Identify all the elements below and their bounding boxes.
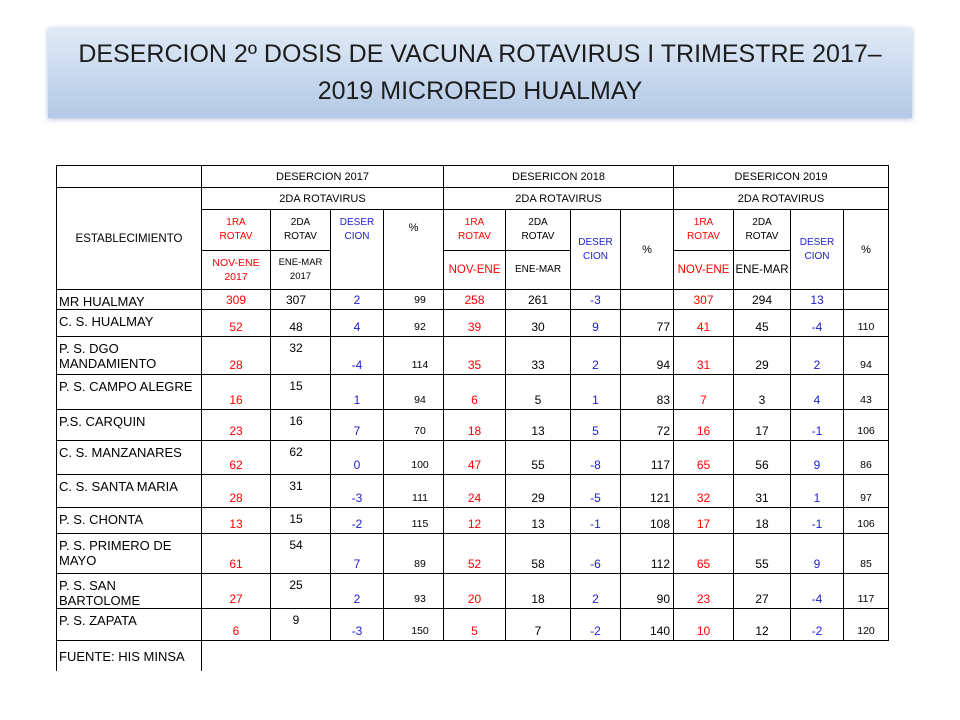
percent-2017-cell: 100 <box>384 441 444 475</box>
dose2-2018-cell: 55 <box>506 441 571 475</box>
dropout-2019-cell: -1 <box>791 410 844 441</box>
dose2-2018-cell: 7 <box>506 609 571 641</box>
dose1-2018-cell: 20 <box>444 574 506 609</box>
dose1-2017-cell: 27 <box>202 574 271 609</box>
table-body <box>57 290 889 671</box>
establishment-name: P.S. CARQUIN <box>57 410 202 441</box>
dose1-2018-cell: 47 <box>444 441 506 475</box>
dose2-2019-cell: 31 <box>734 475 791 508</box>
dropout-2019-cell: -4 <box>791 310 844 337</box>
dropout-header-2017 <box>331 210 384 290</box>
dose2-2019-cell: 27 <box>734 574 791 609</box>
header-row-vaccine <box>57 188 889 210</box>
percent-2018-cell: 121 <box>621 475 674 508</box>
dose1-2017-cell: 13 <box>202 508 271 534</box>
percent-2018-cell <box>621 290 674 310</box>
dropout-2018-cell: -3 <box>571 290 621 310</box>
dose1-2017-cell: 6 <box>202 609 271 641</box>
dose1-2019-cell: 31 <box>674 337 734 375</box>
table-row <box>57 534 889 574</box>
percent-2017-cell: 114 <box>384 337 444 375</box>
dropout-2018-cell: -6 <box>571 534 621 574</box>
dose2-header-2018 <box>506 210 571 251</box>
percent-2019-cell: 106 <box>844 508 889 534</box>
dose2-2018-cell: 30 <box>506 310 571 337</box>
dose1-2018-cell: 258 <box>444 290 506 310</box>
dropout-2018-cell: -8 <box>571 441 621 475</box>
dose1-2018-cell: 39 <box>444 310 506 337</box>
empty-cell <box>384 641 444 671</box>
percent-2018-cell: 77 <box>621 310 674 337</box>
percent-2019-cell: 94 <box>844 337 889 375</box>
dose2-2019-cell: 294 <box>734 290 791 310</box>
dose1-2019-cell: 7 <box>674 375 734 410</box>
dose2-2019-cell: 45 <box>734 310 791 337</box>
dropout-2017-cell: -3 <box>331 475 384 508</box>
empty-cell <box>571 641 621 671</box>
percent-header-2019: % <box>844 210 889 290</box>
title-banner <box>48 28 912 118</box>
establishment-name: C. S. MANZANARES <box>57 441 202 475</box>
dropout-2019-cell: 1 <box>791 475 844 508</box>
dropout-2018-cell: 2 <box>571 337 621 375</box>
dose1-2019-cell: 65 <box>674 534 734 574</box>
percent-2018-cell: 140 <box>621 609 674 641</box>
dose1-2019-cell: 32 <box>674 475 734 508</box>
dose2-2019-cell: 55 <box>734 534 791 574</box>
dropout-2018-cell: 9 <box>571 310 621 337</box>
establishment-name: C. S. SANTA MARIA <box>57 475 202 508</box>
dose2-2018-cell: 18 <box>506 574 571 609</box>
table-row <box>57 508 889 534</box>
dose1-header-2018 <box>444 210 506 251</box>
empty-cell <box>621 641 674 671</box>
dropout-2018-cell: 5 <box>571 410 621 441</box>
group-subtitle-2019: 2DA ROTAVIRUS <box>674 188 889 210</box>
dropout-2017-cell: -2 <box>331 508 384 534</box>
percent-2019-cell: 117 <box>844 574 889 609</box>
dose1-header-2019 <box>674 210 734 251</box>
dropout-2019-cell: 13 <box>791 290 844 310</box>
slide-title-line-1: DESERCION 2º DOSIS DE VACUNA ROTAVIRUS I TRIMESTRE 2017– <box>78 40 882 68</box>
dose1-header-2017 <box>202 210 271 251</box>
percent-2017-cell: 115 <box>384 508 444 534</box>
period2-header-2018: ENE-MAR <box>506 251 571 290</box>
empty-cell <box>844 641 889 671</box>
percent-2019-cell: 86 <box>844 441 889 475</box>
percent-2019-cell: 110 <box>844 310 889 337</box>
dose2-2019-cell: 17 <box>734 410 791 441</box>
establishment-name: P. S. CAMPO ALEGRE <box>57 375 202 410</box>
dropout-header-2018 <box>571 210 621 290</box>
dose2-2019-cell: 18 <box>734 508 791 534</box>
percent-2017-cell: 150 <box>384 609 444 641</box>
establishment-name: P. S. SAN BARTOLOME <box>57 574 202 609</box>
percent-2018-cell: 112 <box>621 534 674 574</box>
group-subtitle-2017: 2DA ROTAVIRUS <box>202 188 444 210</box>
dose2-2018-cell: 5 <box>506 375 571 410</box>
dose2-2019-cell: 12 <box>734 609 791 641</box>
source-note: FUENTE: HIS MINSA <box>57 641 202 671</box>
table-row <box>57 290 889 310</box>
percent-2017-cell: 94 <box>384 375 444 410</box>
percent-2018-cell: 72 <box>621 410 674 441</box>
percent-header-2018: % <box>621 210 674 290</box>
dose2-2018-cell: 33 <box>506 337 571 375</box>
empty-cell <box>271 641 331 671</box>
empty-cell <box>791 641 844 671</box>
dose1-2019-cell: 10 <box>674 609 734 641</box>
percent-2017-cell: 111 <box>384 475 444 508</box>
establishment-name: P. S. PRIMERO DE MAYO <box>57 534 202 574</box>
dose2-2017-cell: 16 <box>271 410 331 441</box>
dose1-header-2017-label: 1RA ROTAV <box>219 217 253 242</box>
dose1-2017-cell: 61 <box>202 534 271 574</box>
establishment-name: P. S. ZAPATA <box>57 609 202 641</box>
percent-2017-cell: 99 <box>384 290 444 310</box>
dropout-header-2019-label: DESER CION <box>799 236 835 262</box>
table-row <box>57 310 889 337</box>
empty-cell <box>734 641 791 671</box>
period1-header-2017 <box>202 251 271 290</box>
dose1-2018-cell: 24 <box>444 475 506 508</box>
establishment-name: P. S. DGO MANDAMIENTO <box>57 337 202 375</box>
percent-2018-cell: 94 <box>621 337 674 375</box>
dose2-2018-cell: 29 <box>506 475 571 508</box>
slide-title-line-2: 2019 MICRORED HUALMAY <box>317 77 643 105</box>
group-subtitle-2018: 2DA ROTAVIRUS <box>444 188 674 210</box>
dose1-2019-cell: 41 <box>674 310 734 337</box>
dropout-header-2017-label: DESER CION <box>339 217 375 242</box>
group-title-2019: DESERICON 2019 <box>674 166 889 188</box>
dose1-2019-cell: 23 <box>674 574 734 609</box>
percent-2017-cell: 70 <box>384 410 444 441</box>
dose1-2019-cell: 65 <box>674 441 734 475</box>
establishment-name: MR HUALMAY <box>57 290 202 310</box>
dropout-2017-cell: 7 <box>331 534 384 574</box>
percent-2017-cell: 89 <box>384 534 444 574</box>
percent-2019-cell <box>844 290 889 310</box>
dropout-2019-cell: -4 <box>791 574 844 609</box>
dose2-header-2017 <box>271 210 331 251</box>
dose1-2018-cell: 12 <box>444 508 506 534</box>
percent-2019-cell: 85 <box>844 534 889 574</box>
dose1-2017-cell: 309 <box>202 290 271 310</box>
dropout-2019-cell: -1 <box>791 508 844 534</box>
period2-header-2017 <box>271 251 331 290</box>
period2-header-2017-label: ENE-MAR 2017 <box>278 257 323 282</box>
percent-2018-cell: 108 <box>621 508 674 534</box>
dose1-2017-cell: 16 <box>202 375 271 410</box>
dose1-2017-cell: 62 <box>202 441 271 475</box>
dose1-2018-cell: 6 <box>444 375 506 410</box>
dose2-header-2019-label: 2DA ROTAV <box>745 217 779 242</box>
source-row <box>57 641 889 671</box>
dropout-2017-cell: 2 <box>331 574 384 609</box>
percent-2019-cell: 97 <box>844 475 889 508</box>
dose1-2017-cell: 23 <box>202 410 271 441</box>
period1-header-2017-label: NOV-ENE 2017 <box>212 257 260 283</box>
percent-2017-cell: 93 <box>384 574 444 609</box>
empty-cell <box>331 641 384 671</box>
dose2-2017-cell: 54 <box>271 534 331 574</box>
table-row <box>57 375 889 410</box>
table-row <box>57 475 889 508</box>
dose2-header-2019 <box>734 210 791 251</box>
empty-cell <box>202 641 271 671</box>
dose2-2017-cell: 32 <box>271 337 331 375</box>
dose2-header-2017-label: 2DA ROTAV <box>284 217 317 242</box>
percent-2019-cell: 43 <box>844 375 889 410</box>
dose1-header-2019-label: 1RA ROTAV <box>687 217 720 242</box>
percent-2018-cell: 117 <box>621 441 674 475</box>
corner-cell <box>57 166 202 188</box>
dose1-2019-cell: 16 <box>674 410 734 441</box>
empty-cell <box>506 641 571 671</box>
dose1-2019-cell: 307 <box>674 290 734 310</box>
percent-header-2017: % <box>384 210 444 290</box>
dose2-2018-cell: 13 <box>506 508 571 534</box>
table-row <box>57 410 889 441</box>
dose1-2017-cell: 28 <box>202 337 271 375</box>
dose1-2018-cell: 18 <box>444 410 506 441</box>
dose2-2018-cell: 58 <box>506 534 571 574</box>
percent-2019-cell: 120 <box>844 609 889 641</box>
dose1-2018-cell: 35 <box>444 337 506 375</box>
group-title-2018: DESERICON 2018 <box>444 166 674 188</box>
dropout-2018-cell: -1 <box>571 508 621 534</box>
dropout-2019-cell: -2 <box>791 609 844 641</box>
dose1-2017-cell: 52 <box>202 310 271 337</box>
dropout-2017-cell: 2 <box>331 290 384 310</box>
dropout-2017-cell: -4 <box>331 337 384 375</box>
dropout-2018-cell: -5 <box>571 475 621 508</box>
dropout-table <box>56 165 889 671</box>
dropout-2019-cell: 2 <box>791 337 844 375</box>
dose2-2017-cell: 31 <box>271 475 331 508</box>
establishment-name: C. S. HUALMAY <box>57 310 202 337</box>
dose2-2019-cell: 56 <box>734 441 791 475</box>
establishment-header: ESTABLECIMIENTO <box>57 188 202 290</box>
table-row <box>57 441 889 475</box>
dose2-2018-cell: 13 <box>506 410 571 441</box>
dropout-header-2019 <box>791 210 844 290</box>
period1-header-2019: NOV-ENE <box>674 251 734 290</box>
percent-2018-cell: 90 <box>621 574 674 609</box>
dose2-2017-cell: 307 <box>271 290 331 310</box>
table-row <box>57 574 889 609</box>
dose2-2017-cell: 9 <box>271 609 331 641</box>
dose2-2017-cell: 48 <box>271 310 331 337</box>
establishment-name: P. S. CHONTA <box>57 508 202 534</box>
dropout-2017-cell: 1 <box>331 375 384 410</box>
dose1-2018-cell: 52 <box>444 534 506 574</box>
dropout-2019-cell: 9 <box>791 441 844 475</box>
percent-2018-cell: 83 <box>621 375 674 410</box>
header-row-years <box>57 166 889 188</box>
dose2-2017-cell: 15 <box>271 508 331 534</box>
dropout-2017-cell: 4 <box>331 310 384 337</box>
dose1-2019-cell: 17 <box>674 508 734 534</box>
group-title-2017: DESERCION 2017 <box>202 166 444 188</box>
dose2-2019-cell: 29 <box>734 337 791 375</box>
dropout-2017-cell: -3 <box>331 609 384 641</box>
empty-cell <box>444 641 506 671</box>
dose2-2018-cell: 261 <box>506 290 571 310</box>
empty-cell <box>674 641 734 671</box>
dropout-header-2018-label: DESER CION <box>578 236 613 262</box>
dropout-2019-cell: 9 <box>791 534 844 574</box>
dose2-2017-cell: 15 <box>271 375 331 410</box>
dropout-2019-cell: 4 <box>791 375 844 410</box>
dropout-2018-cell: 2 <box>571 574 621 609</box>
dropout-2017-cell: 7 <box>331 410 384 441</box>
dose2-header-2018-label: 2DA ROTAV <box>521 217 555 242</box>
dropout-2018-cell: -2 <box>571 609 621 641</box>
table-row <box>57 337 889 375</box>
percent-2019-cell: 106 <box>844 410 889 441</box>
period2-header-2019: ENE-MAR <box>734 251 791 290</box>
dropout-2018-cell: 1 <box>571 375 621 410</box>
period1-header-2018: NOV-ENE <box>444 251 506 290</box>
dropout-2017-cell: 0 <box>331 441 384 475</box>
dose1-2017-cell: 28 <box>202 475 271 508</box>
dose1-2018-cell: 5 <box>444 609 506 641</box>
table-row <box>57 609 889 641</box>
dose2-2017-cell: 62 <box>271 441 331 475</box>
percent-2017-cell: 92 <box>384 310 444 337</box>
dose1-header-2018-label: 1RA ROTAV <box>458 217 491 242</box>
dose2-2019-cell: 3 <box>734 375 791 410</box>
dose2-2017-cell: 25 <box>271 574 331 609</box>
